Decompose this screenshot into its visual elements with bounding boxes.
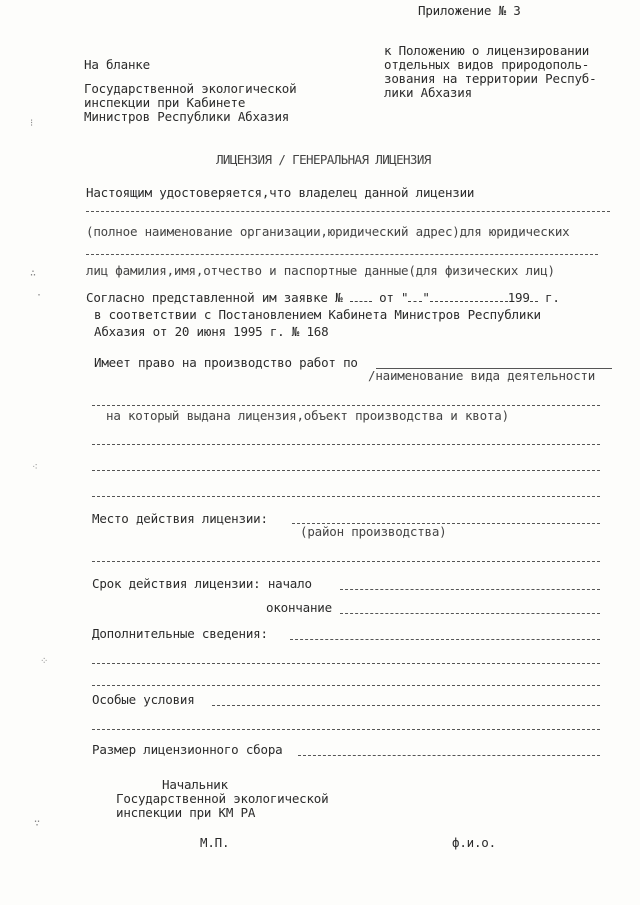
owner-line	[86, 211, 610, 212]
hint-person: лиц фамилия,имя,отчество и паспортные данные(для физических лиц)	[86, 263, 555, 278]
application-number-blank	[350, 290, 372, 302]
basis-date: Абхазия от 20 июня 1995 г. № 168	[94, 324, 329, 339]
regulation-line: к Положению о лицензировании	[384, 43, 590, 58]
basis-application-text: Согласно представленной им заявке №	[86, 290, 343, 305]
hint-region: (район производства)	[300, 524, 447, 539]
appendix-number: Приложение № 3	[418, 3, 521, 18]
scan-speck: ∴	[30, 268, 37, 279]
blank-line	[92, 729, 600, 730]
month-blank	[430, 290, 508, 302]
blank-line	[92, 561, 600, 562]
basis-from-text: от	[379, 290, 394, 305]
year-suffix: г.	[545, 290, 560, 305]
blank-line	[92, 496, 600, 497]
scan-speck: ⁝	[30, 118, 34, 129]
owner-line-2	[86, 254, 598, 255]
certify-text: Настоящим удостоверяется,что владелец данной лицензии	[86, 185, 475, 200]
basis-application	[86, 290, 560, 305]
regulation-line: лики Абхазия	[384, 85, 472, 100]
scan-speck: ∵	[34, 818, 41, 829]
scan-speck: ⁖	[32, 462, 38, 473]
blank-line	[92, 663, 600, 664]
blank-line	[92, 685, 600, 686]
hint-organization: (полное наименование организации,юридический адрес)для юридических	[86, 224, 570, 239]
issuer-line: инспекции при Кабинете	[84, 95, 246, 110]
special-conditions-label: Особые условия	[92, 692, 195, 707]
regulation-line: зования на территории Респуб-	[384, 71, 597, 86]
hint-object: на который выдана лицензия,объект производства и квота)	[106, 408, 509, 423]
special-conditions-line	[212, 705, 600, 706]
regulation-line: отдельных видов природополь-	[384, 57, 590, 72]
fee-line	[298, 755, 600, 756]
quote-mark: "	[401, 290, 409, 305]
basis-resolution: в соответствии с Постановлением Кабинета Министров Республики	[94, 307, 541, 322]
activity-line-2	[92, 405, 600, 406]
blank-line	[92, 444, 600, 445]
signatory-title: Начальник	[162, 777, 228, 792]
signatory-org: инспекции при КМ РА	[116, 805, 256, 820]
fee-label: Размер лицензионного сбора	[92, 742, 283, 757]
blank-line	[92, 470, 600, 471]
hint-activity: /наименование вида деятельности	[368, 368, 596, 383]
day-blank	[408, 290, 422, 302]
signatory-name: ф.и.о.	[452, 835, 496, 850]
year-prefix: 199	[507, 290, 530, 305]
scan-speck: ⁘	[40, 656, 49, 667]
scan-speck: ·	[36, 290, 43, 301]
issuer-line: Министров Республики Абхазия	[84, 109, 290, 124]
on-form-label: На бланке	[84, 57, 150, 72]
term-end-label: окончание	[266, 600, 332, 615]
right-to-text: Имеет право на производство работ по	[94, 355, 358, 370]
year-blank	[530, 290, 538, 302]
document-title: ЛИЦЕНЗИЯ / ГЕНЕРАЛЬНАЯ ЛИЦЕНЗИЯ	[216, 152, 431, 167]
extra-info-label: Дополнительные сведения:	[92, 626, 268, 641]
signatory-org: Государственной экологической	[116, 791, 329, 806]
term-end-line	[340, 613, 600, 614]
term-start-line	[340, 589, 600, 590]
term-start-label: Срок действия лицензии: начало	[92, 576, 312, 591]
stamp-place: М.П.	[200, 835, 230, 850]
place-label: Место действия лицензии:	[92, 511, 268, 526]
quote-mark: "	[422, 290, 430, 305]
extra-info-line	[290, 639, 600, 640]
issuer-line: Государственной экологической	[84, 81, 297, 96]
